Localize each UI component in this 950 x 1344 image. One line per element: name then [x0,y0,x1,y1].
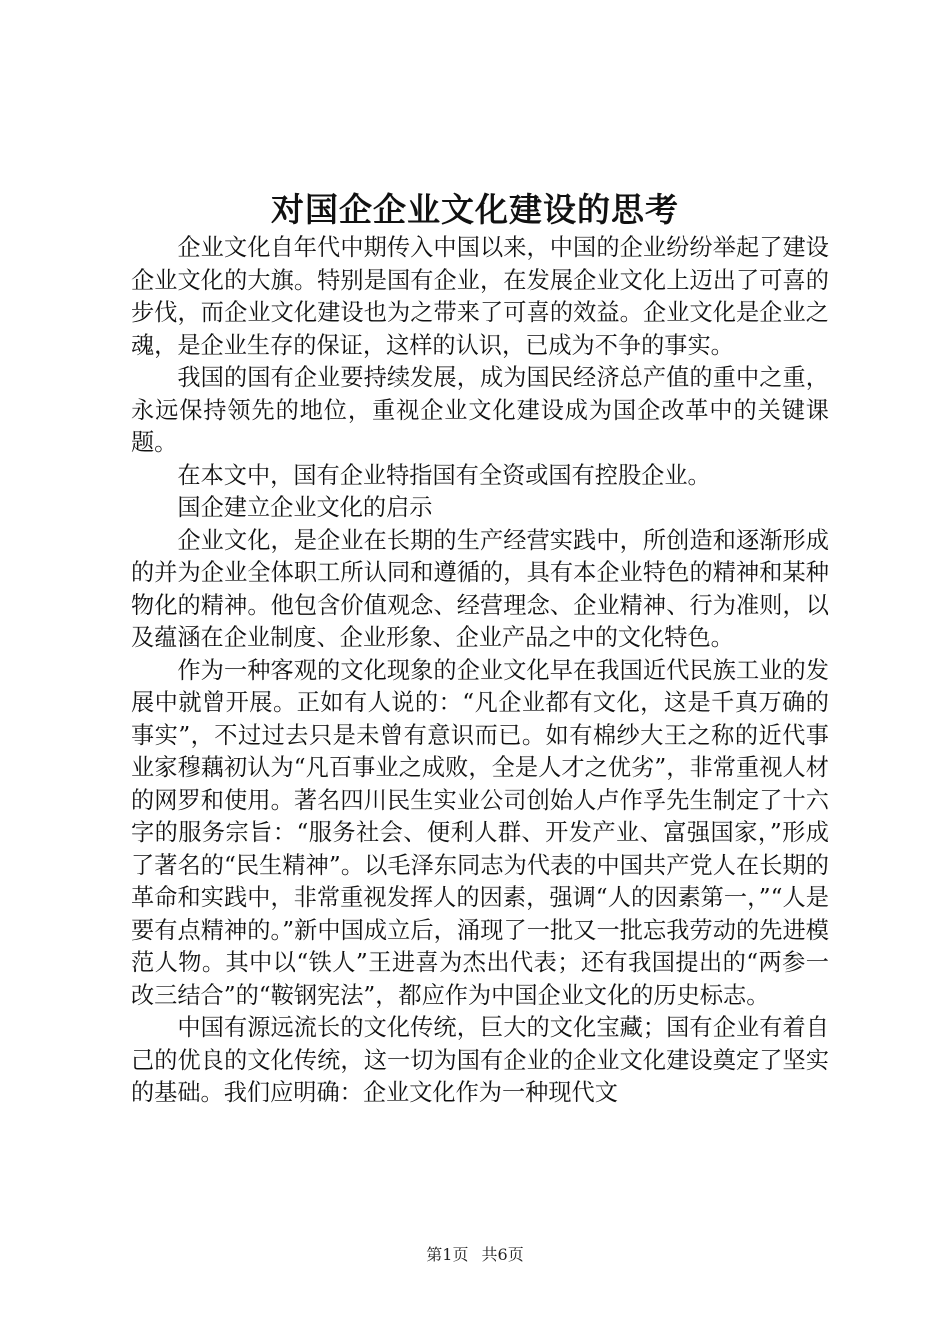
paragraph-intro: 企业文化自年代中期传入中国以来，中国的企业纷纷举起了建设企业文化的大旗。特别是国有企业，在发展企业文化上迈出了可喜的步伐，而企业文化建设也为之带来了可喜的效益。企业文化是企业之魂，是企业生存的保证，这样的认识，已成为不争的事实。 [131,234,829,359]
page-footer [0,1244,950,1266]
paragraph-tradition: 中国有源远流长的文化传统，巨大的文化宝藏；国有企业有着自己的优良的文化传统，这一切为国有企业的企业文化建设奠定了坚实的基础。我们应明确：企业文化作为一种现代文 [131,1014,829,1106]
paragraph-culture-definition: 企业文化，是企业在长期的生产经营实践中，所创造和逐渐形成的并为企业全体职工所认同和遵循的，具有本企业特色的精神和某种物化的精神。他包含价值观念、经营理念、企业精神、行为准则，以及蕴涵在企业制度、企业形象、企业产品之中的文化特色。 [131,526,829,651]
paragraph-definition-note: 在本文中，国有企业特指国有全资或国有控股企业。 [177,461,711,489]
document-title: 对国企企业文化建设的思考 [271,190,679,229]
section-heading: 国企建立企业文化的启示 [177,494,433,521]
paragraph-history: 作为一种客观的文化现象的企业文化早在我国近代民族工业的发展中就曾开展。正如有人说的：“凡企业都有文化，这是千真万确的事实”，不过过去只是未曾有意识而已。如有棉纱大王之称的近代事业家穆藕初认为“凡百事业之成败，全是人才之优劣”，非常重视人材的网罗和使用。著名四川民生实业公司创始人卢作孚先生制定了十六字的服务宗旨：“服务社会、便利人群、开发产业、富强国家，”形成了著名的“民生精神”。以毛泽东同志为代表的中国共产党人在长期的革命和实践中，非常重视发挥人的因素，强调“人的因素第一，”“人是要有点精神的。”新中国成立后，涌现了一批又一批忘我劳动的先进模范人物。其中以“铁人”王进喜为杰出代表；还有我国提出的“两参一改三结合”的“鞍钢宪法”，都应作为中国企业文化的历史标志。 [131,656,829,1009]
paragraph-development: 我国的国有企业要持续发展，成为国民经济总产值的重中之重，永远保持领先的地位，重视企业文化建设成为国企改革中的关键课题。 [131,364,829,456]
page-number: 第1页 [426,1245,469,1264]
document-body [131,232,829,1110]
page-total: 共6页 [481,1245,524,1264]
